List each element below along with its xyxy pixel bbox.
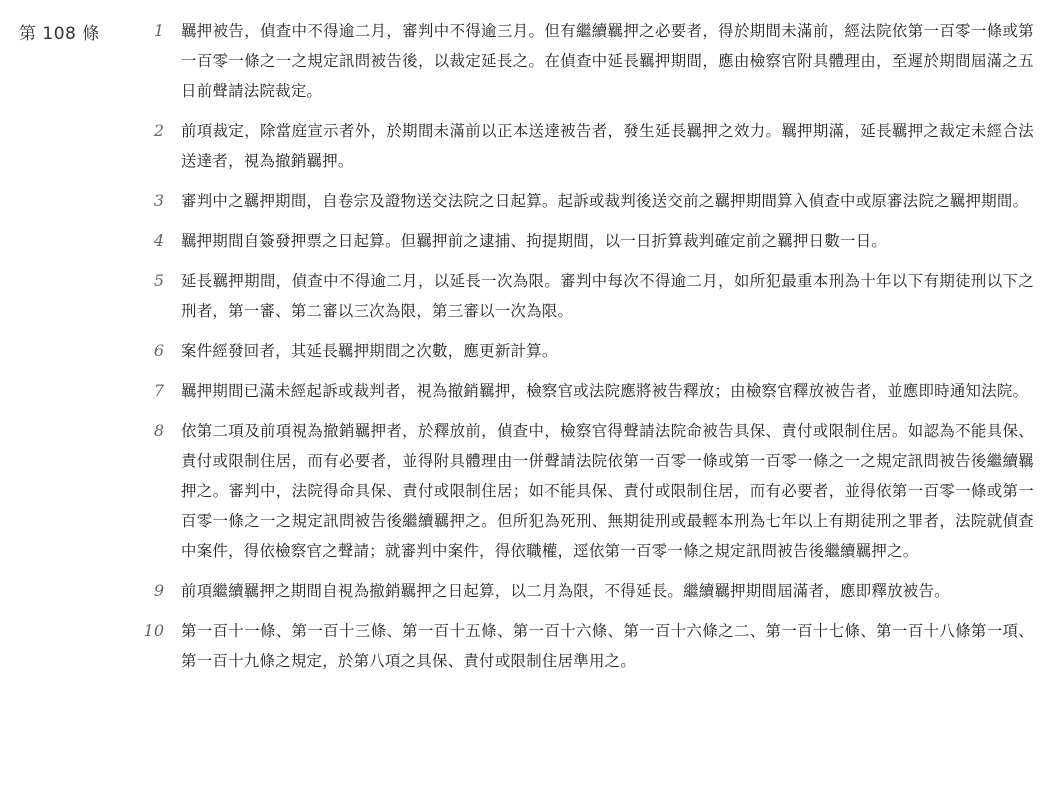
clause-number: 10 <box>143 621 164 640</box>
clause-item <box>138 336 1034 366</box>
clause-text: 羈押被告，偵查中不得逾二月，審判中不得逾三月。但有繼續羈押之必要者，得於期間未滿前，經法院依第一百零一條或第一百零一條之一之規定訊問被告後，以裁定延長之。在偵查中延長羈押期間，應由檢察官附具體理由，至遲於期間屆滿之五日前聲請法院裁定。 <box>181 22 1034 100</box>
clause-number: 8 <box>153 421 164 440</box>
clause-text: 羈押期間自簽發押票之日起算。但羈押前之逮捕、拘提期間，以一日折算裁判確定前之羈押日數一日。 <box>181 232 888 250</box>
clause-text: 前項裁定，除當庭宣示者外，於期間未滿前以正本送達被告者，發生延長羈押之效力。羈押期滿，延長羈押之裁定未經合法送達者，視為撤銷羈押。 <box>181 122 1034 170</box>
clause-item <box>138 266 1034 326</box>
article-number: 第 108 條 <box>19 24 100 44</box>
clause-text: 依第二項及前項視為撤銷羈押者，於釋放前，偵查中，檢察官得聲請法院命被告具保、責付或限制住居。如認為不能具保、責付或限制住居，而有必要者，並得附具體理由一併聲請法院依第一百零一條或第一百零一條之一之規定訊問被告後繼續羈押之。審判中，法院得命具保、責付或限制住居；如不能具保、責付或限制住居，而有必要者，並得依第一百零一條或第一百零一條之一之規定訊問被告後繼續羈押之。但所犯為死刑、無期徒刑或最輕本刑為七年以上有期徒刑之罪者，法院就偵查中案件，得依檢察官之聲請；就審判中案件，得依職權，逕依第一百零一條之規定訊問被告後繼續羈押之。 <box>181 422 1034 560</box>
clause-item <box>138 616 1034 676</box>
clause-item <box>138 226 1034 256</box>
clause-item <box>138 416 1034 566</box>
clause-text: 第一百十一條、第一百十三條、第一百十五條、第一百十六條、第一百十六條之二、第一百十七條、第一百十八條第一項、第一百十九條之規定，於第八項之具保、責付或限制住居準用之。 <box>181 622 1034 670</box>
clause-item <box>138 576 1034 606</box>
clause-text: 案件經發回者，其延長羈押期間之次數，應更新計算。 <box>181 342 558 360</box>
clause-list <box>138 16 1034 686</box>
clause-number: 4 <box>153 231 164 250</box>
clause-text: 延長羈押期間，偵查中不得逾二月，以延長一次為限。審判中每次不得逾二月，如所犯最重本刑為十年以下有期徒刑以下之刑者，第一審、第二審以三次為限，第三審以一次為限。 <box>181 272 1034 320</box>
clause-number: 3 <box>153 191 164 210</box>
clause-number: 6 <box>153 341 164 360</box>
clause-number: 5 <box>153 271 164 290</box>
clause-text: 審判中之羈押期間，自卷宗及證物送交法院之日起算。起訴或裁判後送交前之羈押期間算入偵查中或原審法院之羈押期間。 <box>181 192 1029 210</box>
clause-item <box>138 16 1034 106</box>
clause-text: 羈押期間已滿未經起訴或裁判者，視為撤銷羈押，檢察官或法院應將被告釋放；由檢察官釋放被告者，並應即時通知法院。 <box>181 382 1029 400</box>
clause-text: 前項繼續羈押之期間自視為撤銷羈押之日起算，以二月為限，不得延長。繼續羈押期間屆滿者，應即釋放被告。 <box>181 582 950 600</box>
clause-item <box>138 186 1034 216</box>
clause-number: 7 <box>153 381 164 400</box>
clause-item <box>138 376 1034 406</box>
clause-item <box>138 116 1034 176</box>
clause-number: 1 <box>153 21 164 40</box>
clause-number: 9 <box>153 581 164 600</box>
clause-number: 2 <box>153 121 164 140</box>
